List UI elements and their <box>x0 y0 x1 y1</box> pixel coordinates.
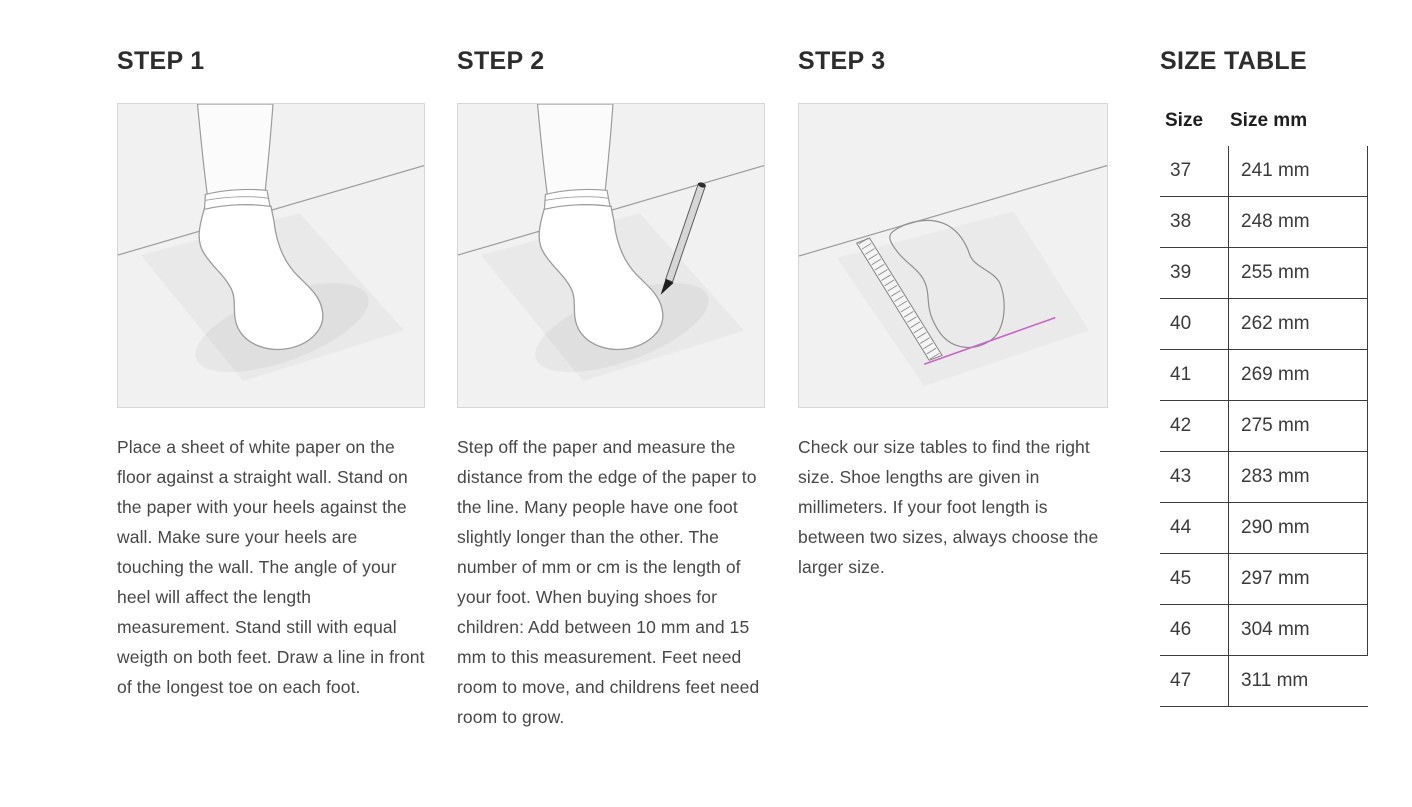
size-table-heading: SIZE TABLE <box>1160 47 1307 75</box>
step-2-heading: STEP 2 <box>457 47 545 75</box>
step-2-text: Step off the paper and measure the distance from the edge of the paper to the line. Many people have one foot slightly longer than the other. The number of mm or cm is the length of your foot. When buying shoes for children: Add between 10 mm and 15 mm to this measurement. Feet need room to move, and childrens feet need room to grow. <box>457 437 760 727</box>
table-row <box>1160 656 1368 707</box>
leg <box>537 104 613 195</box>
size-cell: 44 <box>1160 503 1229 553</box>
table-row <box>1160 605 1368 656</box>
size-mm-cell: 283 mm <box>1241 466 1310 487</box>
size-cell: 39 <box>1160 248 1229 298</box>
table-row <box>1160 299 1368 350</box>
size-cell: 43 <box>1160 452 1229 502</box>
size-cell: 41 <box>1160 350 1229 400</box>
size-cell: 38 <box>1160 197 1229 247</box>
size-cell: 45 <box>1160 554 1229 604</box>
table-row <box>1160 350 1368 401</box>
size-cell: 42 <box>1160 401 1229 451</box>
size-cell: 37 <box>1160 146 1229 196</box>
size-mm-cell: 241 mm <box>1241 160 1310 181</box>
size-cell: 46 <box>1160 605 1229 655</box>
step-1-text: Place a sheet of white paper on the floor against a straight wall. Stand on the paper with your heels against the wall. Make sure your heels are touching the wall. The angle of your heel will affect the length measurement. Stand still with equal weigth on both feet. Draw a line in front of the longest toe on each foot. <box>117 437 425 697</box>
size-mm-cell: 269 mm <box>1241 364 1310 385</box>
size-table <box>1160 146 1368 707</box>
size-mm-cell: 248 mm <box>1241 211 1310 232</box>
size-mm-cell: 275 mm <box>1241 415 1310 436</box>
size-mm-cell: 304 mm <box>1241 619 1310 640</box>
size-mm-cell: 262 mm <box>1241 313 1310 334</box>
step-3-heading: STEP 3 <box>798 47 886 75</box>
size-table-column-headers <box>1160 110 1369 132</box>
step-3-section <box>798 46 1110 582</box>
step-3-illustration <box>798 103 1108 408</box>
table-row <box>1160 452 1368 503</box>
size-cell: 40 <box>1160 299 1229 349</box>
table-row <box>1160 503 1368 554</box>
table-row <box>1160 248 1368 299</box>
foot-on-paper-with-pencil-icon <box>458 104 764 407</box>
table-row <box>1160 197 1368 248</box>
foot-outline-with-ruler-icon <box>799 104 1107 407</box>
table-row <box>1160 401 1368 452</box>
size-mm-cell: 311 mm <box>1241 670 1309 691</box>
table-row <box>1160 554 1368 605</box>
size-table-section <box>1160 46 1369 707</box>
step-3-text: Check our size tables to find the right size. Shoe lengths are given in millimeters. If your foot length is between two sizes, always choose the larger size. <box>798 437 1099 577</box>
size-cell: 47 <box>1160 656 1229 706</box>
leg <box>197 104 273 195</box>
size-mm-cell: 255 mm <box>1241 262 1310 283</box>
size-mm-cell: 290 mm <box>1241 517 1310 538</box>
column-header-size-mm: Size mm <box>1230 110 1308 131</box>
table-row <box>1160 146 1368 197</box>
step-1-heading: STEP 1 <box>117 47 205 75</box>
step-1-section <box>117 46 427 702</box>
foot-on-paper-icon <box>118 104 424 407</box>
step-1-illustration <box>117 103 425 408</box>
step-2-illustration <box>457 103 765 408</box>
size-mm-cell: 297 mm <box>1241 568 1310 589</box>
column-header-size: Size <box>1165 110 1204 131</box>
paper-sheet <box>837 211 1089 386</box>
step-2-section <box>457 46 767 732</box>
